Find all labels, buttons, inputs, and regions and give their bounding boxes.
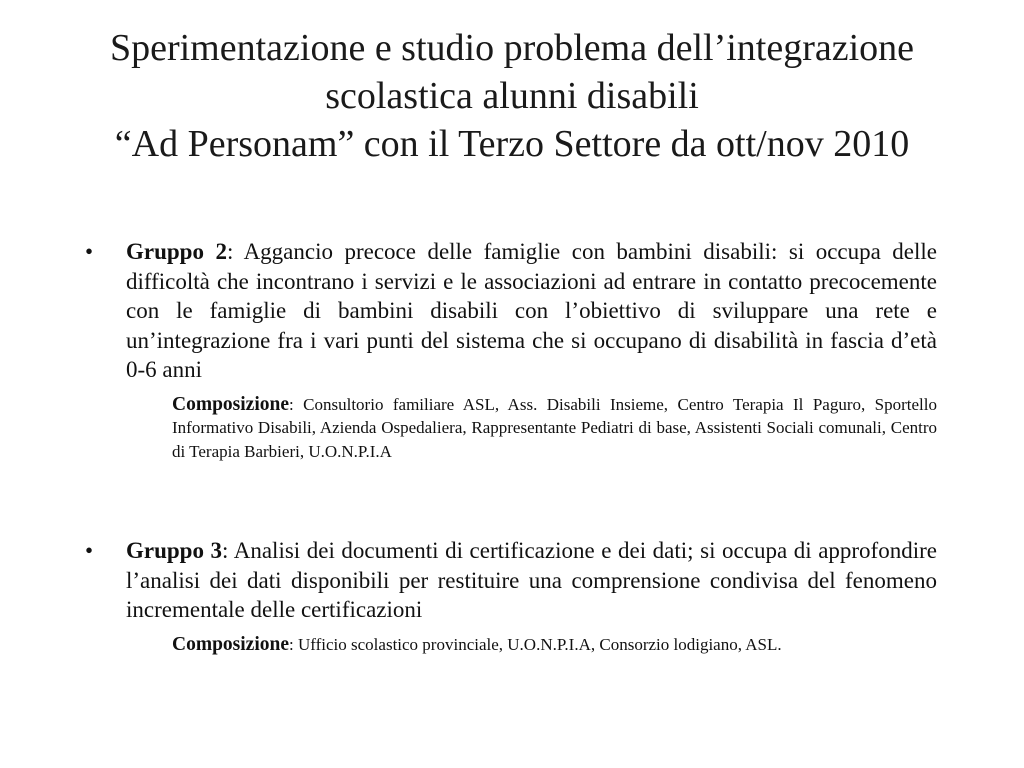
bullet-icon: • — [85, 538, 94, 563]
composition-label: Composizione — [172, 633, 289, 655]
group-name: Gruppo 2 — [126, 239, 227, 264]
title-line-1: Sperimentazione e studio problema dell’integrazione — [109, 27, 915, 69]
composition-paragraph — [172, 393, 937, 464]
bullet-item — [85, 237, 937, 385]
composition-separator: : — [289, 634, 294, 654]
composition-text: Ufficio scolastico provinciale, U.O.N.P.I.A, Consorzio lodigiano, ASL. — [293, 634, 782, 654]
group-3-section — [85, 536, 937, 656]
composition-label: Composizione — [172, 393, 289, 415]
group-description: Analisi dei documenti di certificazione e dei dati; si occupa di approfondire l’analisi dei dati disponibili per restituire una comprensione condivisa del fenomeno incrementale delle certificazioni — [126, 538, 937, 622]
bullet-icon: • — [85, 239, 94, 264]
slide-title — [20, 24, 1004, 168]
composition-separator: : — [289, 394, 294, 414]
title-line-2: scolastica alunni disabili — [325, 75, 699, 117]
group-description: Aggancio precoce delle famiglie con bambini disabili: si occupa delle difficoltà che incontrano i servizi e le associazioni ad entrare in contatto precocemente con le famiglie di bambini disabili con l’obiettivo di sviluppare una rete e un’integrazione fra i vari punti del sistema che si occupano di disabilità in fascia d’età 0-6 anni — [126, 239, 937, 382]
group-2-section — [85, 237, 937, 463]
group-name-separator: : — [226, 239, 234, 264]
group-name: Gruppo 3 — [126, 538, 223, 563]
composition-paragraph — [172, 633, 937, 657]
group-name-separator: : — [222, 538, 229, 563]
composition-text: Consultorio familiare ASL, Ass. Disabili Insieme, Centro Terapia Il Paguro, Sportello Informativo Disabili, Azienda Ospedaliera, Rappresentante Pediatri di base, Assistenti Sociali comunali, Centro di Terapia Barbieri, U.O.N.P.I.A — [172, 394, 937, 461]
bullet-item — [85, 536, 937, 625]
title-line-3: “Ad Personam” con il Terzo Settore da ott/nov 2010 — [114, 123, 910, 165]
